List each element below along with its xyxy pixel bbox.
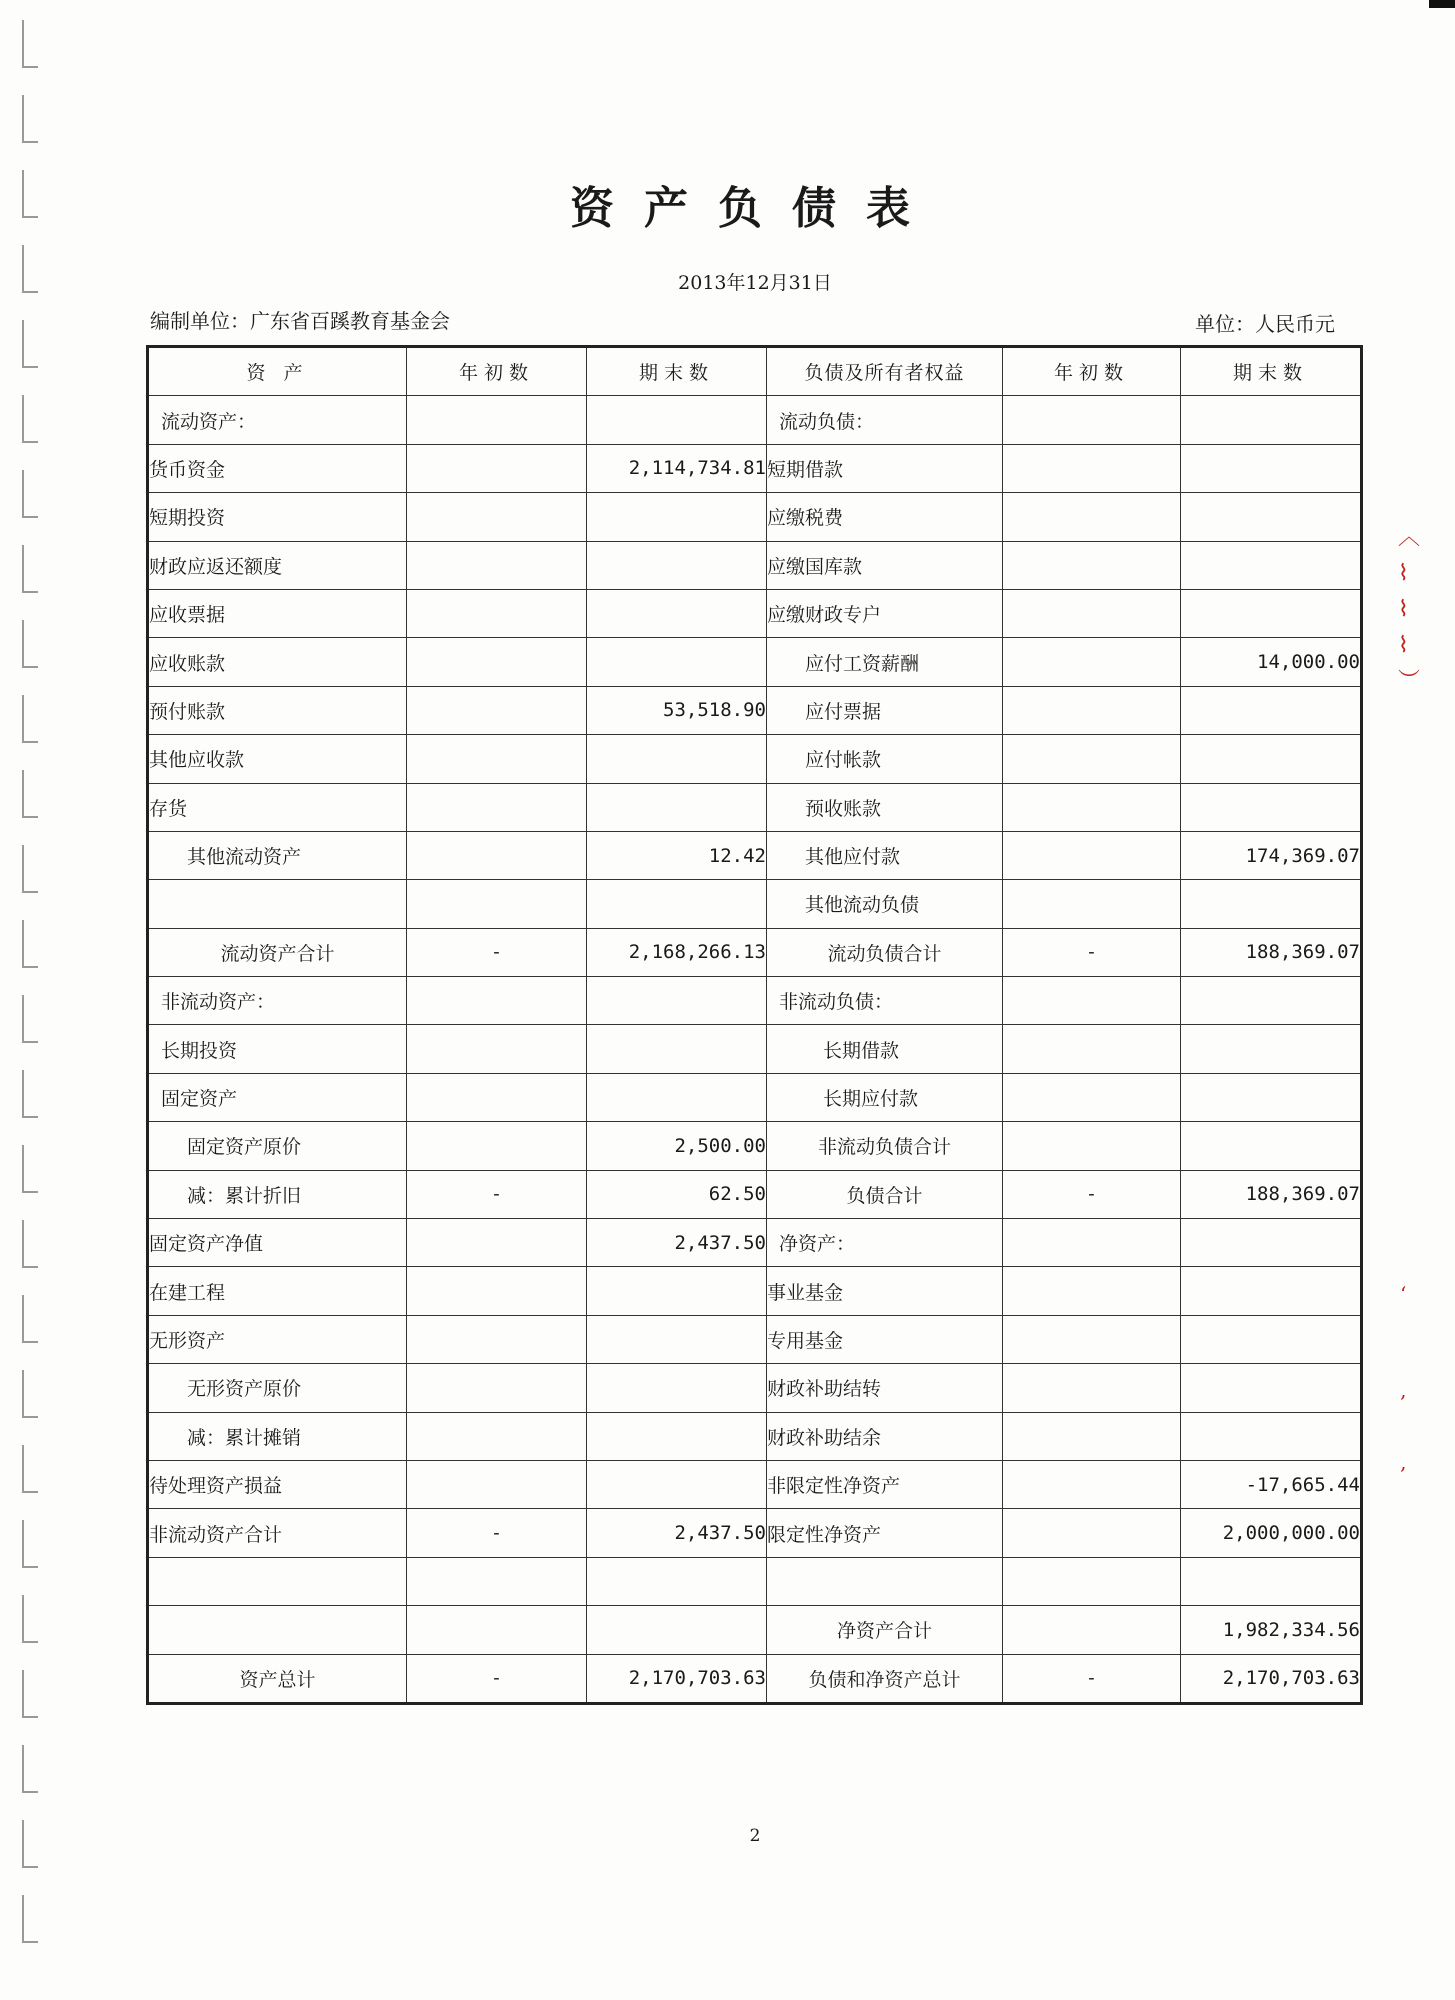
asset-begin-value [407, 638, 587, 686]
liability-begin-value [1003, 1364, 1181, 1412]
liability-label: 净资产： [767, 1219, 1003, 1267]
binding-mark [22, 1295, 38, 1343]
header-asset: 资 产 [148, 347, 407, 396]
asset-begin-value [407, 1364, 587, 1412]
asset-label: 资产总计 [148, 1654, 407, 1703]
liability-begin-value [1003, 493, 1181, 541]
table-row [148, 977, 1362, 1025]
asset-end-value: 2,437.50 [587, 1509, 767, 1557]
table-row [148, 1364, 1362, 1412]
liability-begin-value [1003, 541, 1181, 589]
liability-label: 净资产合计 [767, 1606, 1003, 1654]
liability-end-value [1181, 1412, 1362, 1460]
binding-mark [22, 1745, 38, 1793]
asset-begin-value [407, 1219, 587, 1267]
table-row [148, 1557, 1362, 1605]
asset-end-value: 53,518.90 [587, 686, 767, 734]
asset-end-value [587, 1073, 767, 1121]
currency-unit: 单位：人民币元 [1195, 312, 1335, 336]
asset-label: 无形资产 [148, 1315, 407, 1363]
liability-label [767, 1557, 1003, 1605]
binding-mark [22, 1520, 38, 1568]
liability-begin-value: - [1003, 1170, 1181, 1218]
liability-label: 财政补助结余 [767, 1412, 1003, 1460]
asset-label: 流动资产合计 [148, 928, 407, 976]
liability-begin-value [1003, 396, 1181, 444]
binding-mark [22, 545, 38, 593]
asset-begin-value [407, 396, 587, 444]
binding-mark [22, 1670, 38, 1718]
liability-begin-value [1003, 880, 1181, 928]
asset-begin-value [407, 1460, 587, 1508]
asset-end-value [587, 493, 767, 541]
binding-mark [22, 1595, 38, 1643]
liability-label: 应缴国库款 [767, 541, 1003, 589]
liability-label: 应付票据 [767, 686, 1003, 734]
page-number: 2 [749, 1826, 761, 1846]
asset-label: 流动资产： [148, 396, 407, 444]
asset-begin-value [407, 1412, 587, 1460]
table-row [148, 735, 1362, 783]
asset-end-value [587, 1412, 767, 1460]
liability-begin-value [1003, 831, 1181, 879]
asset-begin-value: - [407, 928, 587, 976]
asset-label [148, 880, 407, 928]
liability-end-value [1181, 444, 1362, 492]
liability-end-value [1181, 1025, 1362, 1073]
asset-end-value [587, 1025, 767, 1073]
liability-end-value [1181, 1073, 1362, 1121]
asset-label: 减：累计折旧 [148, 1170, 407, 1218]
asset-begin-value [407, 1025, 587, 1073]
asset-label: 固定资产净值 [148, 1219, 407, 1267]
asset-label [148, 1557, 407, 1605]
asset-label: 财政应返还额度 [148, 541, 407, 589]
asset-end-value [587, 1315, 767, 1363]
liability-end-value [1181, 493, 1362, 541]
asset-begin-value: - [407, 1170, 587, 1218]
table-row [148, 831, 1362, 879]
header-liability-end: 期末数 [1181, 347, 1362, 396]
table-row [148, 396, 1362, 444]
table-row [148, 1460, 1362, 1508]
liability-label: 限定性净资产 [767, 1509, 1003, 1557]
asset-label [148, 1606, 407, 1654]
liability-label: 长期应付款 [767, 1073, 1003, 1121]
liability-begin-value [1003, 1412, 1181, 1460]
asset-begin-value [407, 1122, 587, 1170]
liability-label: 非限定性净资产 [767, 1460, 1003, 1508]
liability-label: 流动负债合计 [767, 928, 1003, 976]
table-row [148, 1509, 1362, 1557]
red-seal-fragment-2: ‘ ‚ ‚ [1400, 1282, 1407, 1474]
table-row [148, 686, 1362, 734]
table-row [148, 1219, 1362, 1267]
preparer-unit: 编制单位：广东省百蹊教育基金会 [150, 309, 450, 333]
binding-mark [22, 995, 38, 1043]
binding-mark [22, 1220, 38, 1268]
liability-label: 应缴税费 [767, 493, 1003, 541]
liability-label: 短期借款 [767, 444, 1003, 492]
liability-end-value [1181, 1557, 1362, 1605]
liability-begin-value [1003, 977, 1181, 1025]
liability-end-value [1181, 977, 1362, 1025]
asset-end-value [587, 1364, 767, 1412]
asset-label: 固定资产原价 [148, 1122, 407, 1170]
asset-end-value [587, 396, 767, 444]
asset-begin-value [407, 444, 587, 492]
liability-begin-value [1003, 783, 1181, 831]
liability-end-value: -17,665.44 [1181, 1460, 1362, 1508]
header-asset-begin: 年初数 [407, 347, 587, 396]
liability-begin-value [1003, 1219, 1181, 1267]
table-row [148, 541, 1362, 589]
asset-begin-value [407, 541, 587, 589]
asset-label: 存货 [148, 783, 407, 831]
asset-label: 待处理资产损益 [148, 1460, 407, 1508]
liability-begin-value [1003, 1315, 1181, 1363]
liability-label: 预收账款 [767, 783, 1003, 831]
liability-begin-value [1003, 1122, 1181, 1170]
liability-begin-value [1003, 686, 1181, 734]
asset-label: 非流动资产合计 [148, 1509, 407, 1557]
liability-end-value [1181, 1315, 1362, 1363]
liability-end-value: 174,369.07 [1181, 831, 1362, 879]
asset-begin-value [407, 493, 587, 541]
liability-begin-value [1003, 1267, 1181, 1315]
liability-label: 事业基金 [767, 1267, 1003, 1315]
liability-end-value [1181, 880, 1362, 928]
table-row [148, 1025, 1362, 1073]
asset-label: 其他应收款 [148, 735, 407, 783]
binding-mark [22, 470, 38, 518]
liability-label: 其他流动负债 [767, 880, 1003, 928]
asset-end-value: 12.42 [587, 831, 767, 879]
asset-begin-value [407, 1606, 587, 1654]
asset-begin-value [407, 977, 587, 1025]
asset-begin-value [407, 880, 587, 928]
table-row [148, 783, 1362, 831]
table-row [148, 1412, 1362, 1460]
liability-begin-value [1003, 1509, 1181, 1557]
asset-end-value [587, 880, 767, 928]
binding-mark [22, 695, 38, 743]
asset-begin-value: - [407, 1654, 587, 1703]
liability-label: 流动负债： [767, 396, 1003, 444]
liability-end-value [1181, 1219, 1362, 1267]
binding-mark [22, 395, 38, 443]
asset-begin-value: - [407, 1509, 587, 1557]
asset-end-value [587, 783, 767, 831]
liability-label: 应付工资薪酬 [767, 638, 1003, 686]
asset-label: 短期投资 [148, 493, 407, 541]
asset-end-value: 2,168,266.13 [587, 928, 767, 976]
asset-end-value: 62.50 [587, 1170, 767, 1218]
scan-corner-mark [1429, 0, 1455, 8]
asset-begin-value [407, 783, 587, 831]
binding-mark [22, 845, 38, 893]
liability-begin-value [1003, 444, 1181, 492]
binding-mark [22, 920, 38, 968]
header-liability-begin: 年初数 [1003, 347, 1181, 396]
binding-mark [22, 1445, 38, 1493]
asset-begin-value [407, 1557, 587, 1605]
liability-end-value: 2,000,000.00 [1181, 1509, 1362, 1557]
asset-end-value: 2,114,734.81 [587, 444, 767, 492]
liability-begin-value [1003, 1025, 1181, 1073]
asset-end-value [587, 589, 767, 637]
table-row [148, 1122, 1362, 1170]
table-row [148, 1170, 1362, 1218]
liability-begin-value [1003, 1606, 1181, 1654]
liability-end-value [1181, 1122, 1362, 1170]
asset-end-value [587, 638, 767, 686]
header-asset-end: 期末数 [587, 347, 767, 396]
liability-begin-value [1003, 735, 1181, 783]
liability-end-value [1181, 735, 1362, 783]
header-liability: 负债及所有者权益 [767, 347, 1003, 396]
table-row [148, 880, 1362, 928]
liability-label: 应付帐款 [767, 735, 1003, 783]
table-header-row [148, 347, 1362, 396]
liability-begin-value [1003, 638, 1181, 686]
report-date: 2013年12月31日 [678, 272, 832, 294]
liability-label: 其他应付款 [767, 831, 1003, 879]
asset-label: 在建工程 [148, 1267, 407, 1315]
binding-mark [22, 1145, 38, 1193]
table-row [148, 1606, 1362, 1654]
liability-end-value: 188,369.07 [1181, 1170, 1362, 1218]
liability-begin-value [1003, 589, 1181, 637]
asset-label: 固定资产 [148, 1073, 407, 1121]
table-row [148, 493, 1362, 541]
binding-mark [22, 620, 38, 668]
asset-end-value [587, 977, 767, 1025]
liability-begin-value: - [1003, 1654, 1181, 1703]
liability-label: 财政补助结转 [767, 1364, 1003, 1412]
liability-end-value [1181, 783, 1362, 831]
table-row [148, 444, 1362, 492]
table-row [148, 1315, 1362, 1363]
liability-begin-value [1003, 1460, 1181, 1508]
binding-mark [22, 95, 38, 143]
asset-end-value [587, 1557, 767, 1605]
liability-end-value [1181, 541, 1362, 589]
liability-begin-value: - [1003, 928, 1181, 976]
table-row [148, 928, 1362, 976]
binding-mark [22, 1070, 38, 1118]
liability-end-value [1181, 589, 1362, 637]
liability-label: 非流动负债合计 [767, 1122, 1003, 1170]
asset-label: 货币资金 [148, 444, 407, 492]
liability-label: 负债和净资产总计 [767, 1654, 1003, 1703]
table-row [148, 1073, 1362, 1121]
asset-label: 应收账款 [148, 638, 407, 686]
binding-mark [22, 1895, 38, 1943]
asset-label: 预付账款 [148, 686, 407, 734]
table-row [148, 638, 1362, 686]
asset-label: 应收票据 [148, 589, 407, 637]
binding-mark [22, 1370, 38, 1418]
asset-end-value: 2,500.00 [587, 1122, 767, 1170]
liability-label: 非流动负债： [767, 977, 1003, 1025]
asset-end-value [587, 1606, 767, 1654]
binding-marks [22, 20, 44, 1980]
document-title: 资产负债表 [570, 183, 940, 234]
asset-begin-value [407, 735, 587, 783]
asset-begin-value [407, 1315, 587, 1363]
asset-label: 无形资产原价 [148, 1364, 407, 1412]
liability-end-value: 2,170,703.63 [1181, 1654, 1362, 1703]
liability-end-value: 1,982,334.56 [1181, 1606, 1362, 1654]
asset-begin-value [407, 686, 587, 734]
asset-begin-value [407, 831, 587, 879]
red-seal-fragment: ︿ ⌇ ⌇ ⌇ ︶ [1398, 525, 1421, 694]
liability-end-value: 188,369.07 [1181, 928, 1362, 976]
asset-label: 非流动资产： [148, 977, 407, 1025]
asset-end-value [587, 1267, 767, 1315]
table-row [148, 1267, 1362, 1315]
liability-label: 负债合计 [767, 1170, 1003, 1218]
asset-end-value [587, 1460, 767, 1508]
liability-end-value [1181, 396, 1362, 444]
liability-label: 专用基金 [767, 1315, 1003, 1363]
liability-begin-value [1003, 1557, 1181, 1605]
table-row [148, 589, 1362, 637]
asset-end-value: 2,437.50 [587, 1219, 767, 1267]
asset-label: 减：累计摊销 [148, 1412, 407, 1460]
asset-label: 其他流动资产 [148, 831, 407, 879]
table-row [148, 1654, 1362, 1703]
asset-begin-value [407, 1267, 587, 1315]
binding-mark [22, 770, 38, 818]
asset-begin-value [407, 1073, 587, 1121]
liability-label: 应缴财政专户 [767, 589, 1003, 637]
balance-sheet-table [146, 345, 1363, 1705]
asset-end-value: 2,170,703.63 [587, 1654, 767, 1703]
asset-label: 长期投资 [148, 1025, 407, 1073]
binding-mark [22, 20, 38, 68]
liability-end-value: 14,000.00 [1181, 638, 1362, 686]
asset-end-value [587, 735, 767, 783]
asset-end-value [587, 541, 767, 589]
liability-end-value [1181, 1364, 1362, 1412]
liability-end-value [1181, 686, 1362, 734]
liability-begin-value [1003, 1073, 1181, 1121]
liability-end-value [1181, 1267, 1362, 1315]
binding-mark [22, 320, 38, 368]
liability-label: 长期借款 [767, 1025, 1003, 1073]
asset-begin-value [407, 589, 587, 637]
